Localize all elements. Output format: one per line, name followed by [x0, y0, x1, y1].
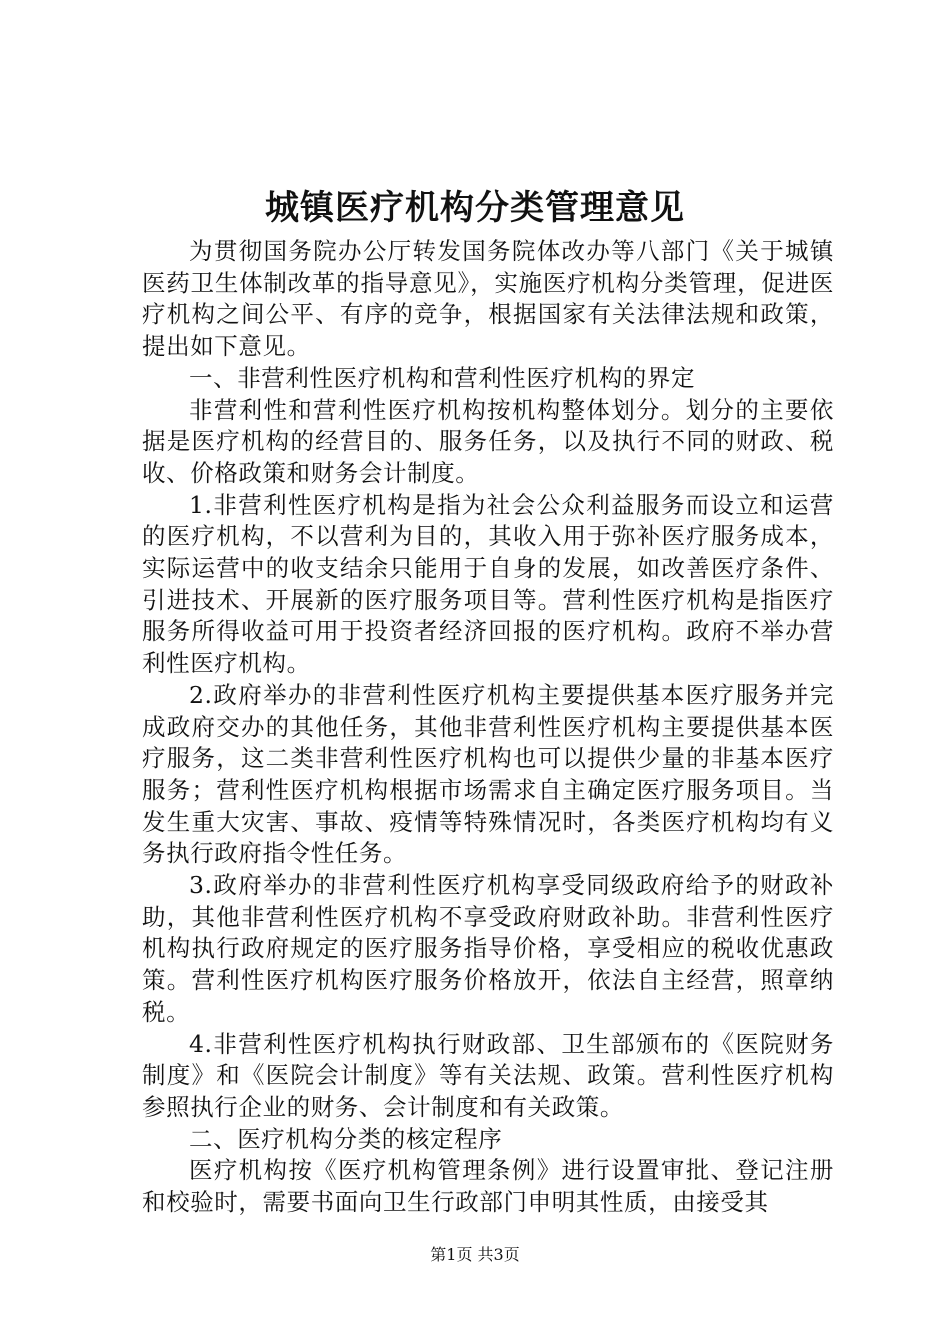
document-title: 城镇医疗机构分类管理意见	[265, 188, 685, 228]
paragraph-item-2: 2.政府举办的非营利性医疗机构主要提供基本医疗服务并完成政府交办的其他任务，其他非营利性医疗机构主要提供基本医疗服务，这二类非营利性医疗机构也可以提供少量的非基本医疗服务；营利性医疗机构根据市场需求自主确定医疗服务项目。当发生重大灾害、事故、疫情等特殊情况时，各类医疗机构均有义务执行政府指令性任务。	[142, 680, 834, 868]
page-number-footer: 第1页 共3页	[430, 1245, 520, 1264]
paragraph-procedure: 医疗机构按《医疗机构管理条例》进行设置审批、登记注册和校验时，需要书面向卫生行政部门申明其性质，由接受其	[142, 1156, 834, 1217]
paragraph-division-basis: 非营利性和营利性医疗机构按机构整体划分。划分的主要依据是医疗机构的经营目的、服务任务，以及执行不同的财政、税收、价格政策和财务会计制度。	[142, 395, 834, 487]
document-body	[142, 236, 834, 1219]
paragraph-intro: 为贯彻国务院办公厅转发国务院体改办等八部门《关于城镇医药卫生体制改革的指导意见》，实施医疗机构分类管理，促进医疗机构之间公平、有序的竞争，根据国家有关法律法规和政策，提出如下意见。	[142, 237, 834, 361]
paragraph-item-3: 3.政府举办的非营利性医疗机构享受同级政府给予的财政补助，其他非营利性医疗机构不享受政府财政补助。非营利性医疗机构执行政府规定的医疗服务指导价格，享受相应的税收优惠政策。营利性医疗机构医疗服务价格放开，依法自主经营，照章纳税。	[142, 871, 834, 1026]
paragraph-item-4: 4.非营利性医疗机构执行财政部、卫生部颁布的《医院财务制度》和《医院会计制度》等有关法规、政策。营利性医疗机构参照执行企业的财务、会计制度和有关政策。	[142, 1029, 834, 1121]
section-heading-2: 二、医疗机构分类的核定程序	[189, 1124, 503, 1153]
paragraph-item-1: 1.非营利性医疗机构是指为社会公众利益服务而设立和运营的医疗机构，不以营利为目的，其收入用于弥补医疗服务成本，实际运营中的收支结余只能用于自身的发展，如改善医疗条件、引进技术、开展新的医疗服务项目等。营利性医疗机构是指医疗服务所得收益可用于投资者经济回报的医疗机构。政府不举办营利性医疗机构。	[142, 490, 834, 678]
section-heading-1: 一、非营利性医疗机构和营利性医疗机构的界定	[189, 363, 696, 392]
